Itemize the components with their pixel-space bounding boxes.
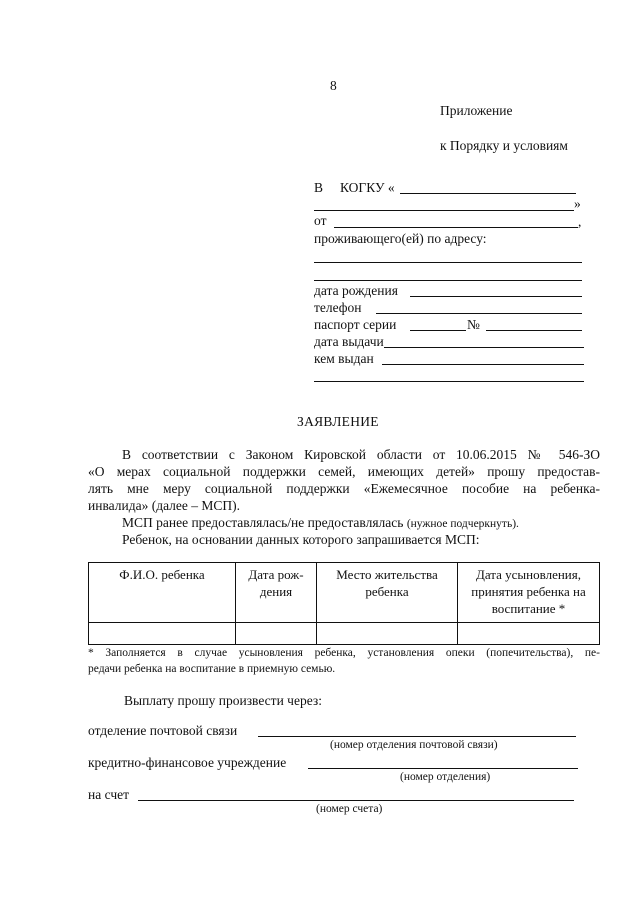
paragraph-2 [122,515,519,531]
col-header-residence: Место жительства ребенка [317,563,458,623]
issue-date-label: дата выдачи [314,334,384,349]
issued-by-field-2[interactable] [314,381,584,382]
col-header-name: Ф.И.О. ребенка [89,563,236,623]
to-prefix: В [314,180,324,195]
paragraph-1-line-4: инвалида» (далее – МСП). [88,498,241,513]
appendix-subtitle: к Порядку и условиям [440,138,568,153]
number-sign: № [467,317,480,332]
msp-status-text[interactable]: МСП ранее предоставлялась/не предоставлялась [122,515,404,530]
table-row [89,623,600,645]
paragraph-1-line-3: лять мне меру социальной поддержки «Ежемесячное пособие на ребенка- [88,481,600,496]
org-field-line[interactable] [400,193,576,194]
credit-org-hint: (номер отделения) [400,771,491,783]
paragraph-1-line-1: В соответствии с Законом Кировской области от 10.06.2015 № 546-ЗО [122,447,600,462]
org-field-line-2[interactable] [314,210,574,211]
paragraph-3: Ребенок, на основании данных которого запрашивается МСП: [122,532,480,547]
cell-birth-date[interactable] [236,623,317,645]
address-line-2[interactable] [314,280,582,281]
account-hint: (номер счета) [316,803,383,815]
residing-label: проживающего(ей) по адресу: [314,231,487,246]
paragraph-1-line-2: «О мерах социальной поддержки семей, имеющих детей» прошу предостав- [88,464,600,479]
birth-date-label: дата рождения [314,283,398,298]
birth-date-field[interactable] [410,296,582,297]
post-office-label: отделение почтовой связи [88,723,238,738]
credit-org-label: кредитно-финансовое учреждение [88,755,287,770]
table-header-row [89,563,600,623]
col-header-adoption-date: Дата усыновления, принятия ребенка на воспитание * [458,563,600,623]
from-label: от [314,213,327,228]
cell-residence[interactable] [317,623,458,645]
address-line-1[interactable] [314,262,582,263]
account-label: на счет [88,787,129,802]
issued-by-label: кем выдан [314,351,374,366]
appendix-title: Приложение [440,103,513,118]
payment-intro: Выплату прошу произвести через: [124,693,322,708]
org-label: КОГКУ « [340,180,395,195]
cell-adoption-date[interactable] [458,623,600,645]
footnote-line-1: * Заполняется в случае усыновления ребенка, установления опеки (попечительства), пе- [88,647,600,659]
from-field-line[interactable] [334,227,578,228]
credit-org-field[interactable] [308,768,578,769]
passport-number-field[interactable] [486,330,582,331]
col-header-birth-date: Дата рож- дения [236,563,317,623]
from-comma: , [578,214,582,229]
child-data-table [88,562,600,645]
passport-series-field[interactable] [410,330,466,331]
document-title: ЗАЯВЛЕНИЕ [297,414,379,429]
issued-by-field[interactable] [382,364,584,365]
msp-status-note: (нужное подчеркнуть). [406,518,519,530]
account-field[interactable] [138,800,574,801]
issue-date-field[interactable] [384,347,584,348]
footnote-line-2: редачи ребенка на воспитание в приемную семью. [88,663,336,675]
phone-field[interactable] [376,313,582,314]
quote-close: » [574,196,581,211]
cell-name[interactable] [89,623,236,645]
post-office-hint: (номер отделения почтовой связи) [330,739,498,751]
page-number: 8 [330,78,337,93]
passport-series-label: паспорт серии [314,317,397,332]
post-office-field[interactable] [258,736,576,737]
phone-label: телефон [314,300,362,315]
